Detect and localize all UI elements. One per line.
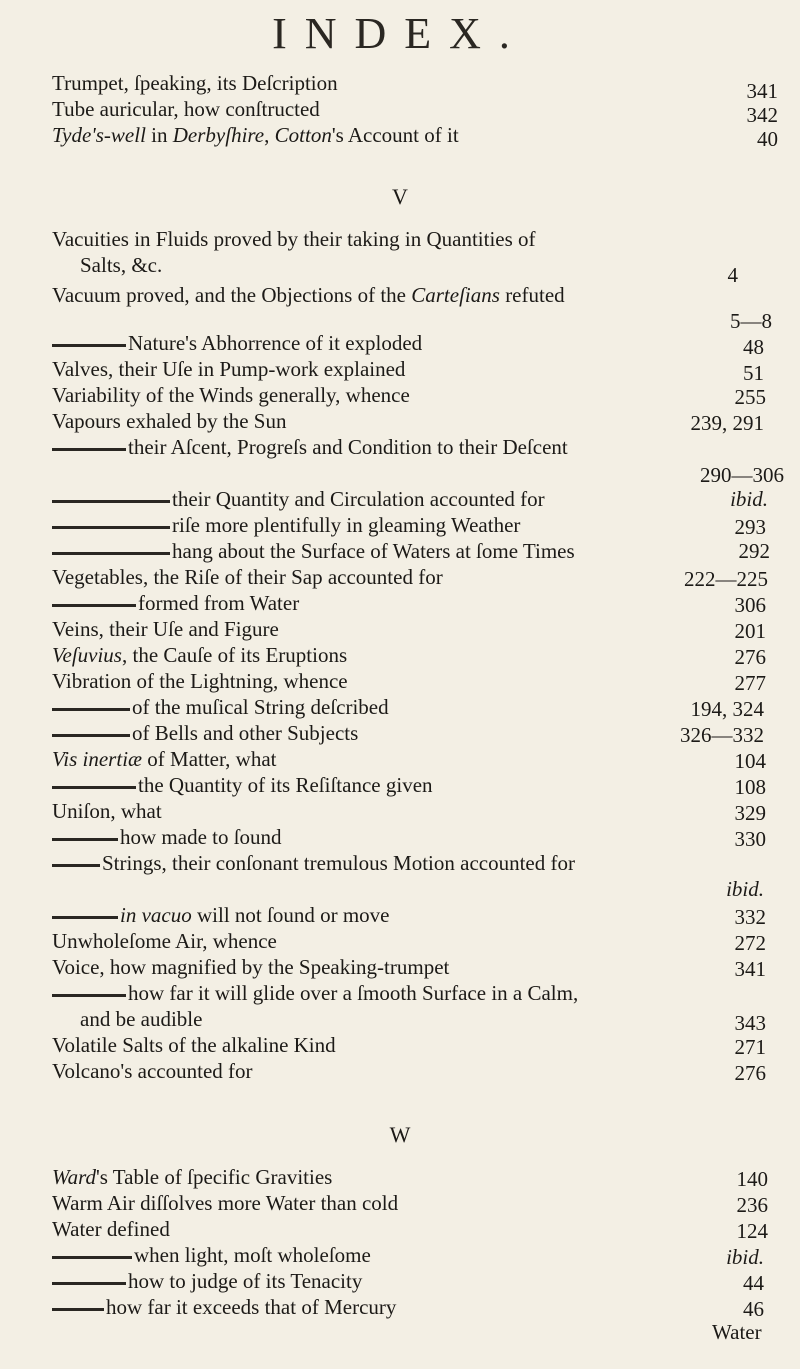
page-number: 341 [734, 957, 766, 981]
index-entry: Voice, how magnified by the Speaking-trumpet [52, 955, 450, 979]
index-entry: when light, moſt wholeſome [52, 1242, 371, 1268]
index-entry: how to judge of its Tenacity [52, 1268, 362, 1294]
page-number: 342 [746, 103, 778, 127]
index-entry: Vegetables, the Riſe of their Sap accounted for [52, 565, 443, 589]
index-entry: in vacuo will not ſound or move [52, 902, 389, 928]
index-entry: Vapours exhaled by the Sun [52, 409, 287, 433]
catchword: Water [712, 1320, 762, 1344]
index-entry-continued: Salts, &c. [80, 253, 163, 277]
page-number: 255 [734, 385, 766, 409]
index-entry: Unwholeſome Air, whence [52, 929, 277, 953]
page-number: 272 [734, 931, 766, 955]
index-entry: Trumpet, ſpeaking, its Deſcription [52, 71, 338, 95]
page-number: 276 [734, 645, 766, 669]
page-number: 222—225 [684, 567, 768, 591]
index-entry: Uniſon, what [52, 799, 162, 823]
index-entry: of Bells and other Subjects [52, 720, 358, 746]
index-entry: Water defined [52, 1217, 170, 1241]
index-entry: the Quantity of its Reſiſtance given [52, 772, 433, 798]
page-number: 40 [757, 127, 778, 151]
index-entry: Strings, their conſonant tremulous Motion accounted for [52, 850, 575, 876]
page-number: 124 [736, 1219, 768, 1243]
page-number: 332 [734, 905, 766, 929]
index-entry: riſe more plentifully in gleaming Weather [52, 512, 520, 538]
page-number: 239, 291 [690, 411, 764, 435]
index-entry: Veſuvius, the Cauſe of its Eruptions [52, 643, 348, 667]
page-number: 5—8 [730, 309, 772, 333]
page-number: 277 [734, 671, 766, 695]
page-number: ibid. [726, 1245, 764, 1269]
page-number: 329 [734, 801, 766, 825]
page-number: 326—332 [680, 723, 764, 747]
index-entry: Ward's Table of ſpecific Gravities [52, 1165, 333, 1189]
section-letter: W [389, 1122, 411, 1147]
index-entry: Nature's Abhorrence of it exploded [52, 330, 422, 356]
index-entry: Veins, their Uſe and Figure [52, 617, 279, 641]
index-entry: their Aſcent, Progreſs and Condition to their Deſcent [52, 434, 568, 460]
index-entry: how far it will glide over a ſmooth Surface in a Calm, [52, 980, 578, 1006]
index-entry: Volatile Salts of the alkaline Kind [52, 1033, 336, 1057]
page-number: 44 [743, 1271, 764, 1295]
page-number: 341 [746, 79, 778, 103]
index-entry: Vibration of the Lightning, whence [52, 669, 348, 693]
index-entry: Vacuum proved, and the Objections of the Carteſians refuted [52, 283, 565, 307]
index-entry: Valves, their Uſe in Pump-work explained [52, 357, 406, 381]
index-entry: their Quantity and Circulation accounted for [52, 486, 545, 512]
index-entry: Variability of the Winds generally, whence [52, 383, 410, 407]
page-number: 194, 324 [690, 697, 764, 721]
page-number: 293 [734, 515, 766, 539]
index-entry: Vis inertiæ of Matter, what [52, 747, 277, 771]
index-entry: Volcano's accounted for [52, 1059, 253, 1083]
page-number: ibid. [730, 487, 768, 511]
page-number: 306 [734, 593, 766, 617]
page-number: ibid. [726, 877, 764, 901]
page-number: 108 [734, 775, 766, 799]
index-entry: Tyde's-well in Derbyſhire, Cotton's Account of it [52, 123, 459, 147]
index-entry: Warm Air diſſolves more Water than cold [52, 1191, 399, 1215]
page-header: INDEX. [272, 9, 528, 58]
index-entry: of the muſical String deſcribed [52, 694, 389, 720]
page-number: 330 [734, 827, 766, 851]
section-letter: V [392, 184, 408, 209]
page-number: 48 [743, 335, 764, 359]
page-number: 236 [736, 1193, 768, 1217]
page-number: 201 [734, 619, 766, 643]
page-number: 51 [743, 361, 764, 385]
page-number: 104 [734, 749, 766, 773]
index-entry-continued: and be audible [80, 1007, 203, 1031]
index-entry: formed from Water [52, 590, 299, 616]
page-number: 276 [734, 1061, 766, 1085]
page-number: 140 [736, 1167, 768, 1191]
index-entry: Tube auricular, how conſtructed [52, 97, 320, 121]
index-entry: hang about the Surface of Waters at ſome Times [52, 538, 575, 564]
index-entry: how made to ſound [52, 824, 282, 850]
page-number: 290—306 [700, 463, 784, 487]
page-number: 46 [743, 1297, 764, 1321]
page-number: 271 [734, 1035, 766, 1059]
page-number: 4 [727, 263, 738, 287]
index-entry: Vacuities in Fluids proved by their taking in Quantities of [52, 227, 536, 251]
page-number: 343 [734, 1011, 766, 1035]
index-entry: how far it exceeds that of Mercury [52, 1294, 396, 1320]
page-number: 292 [738, 539, 770, 563]
